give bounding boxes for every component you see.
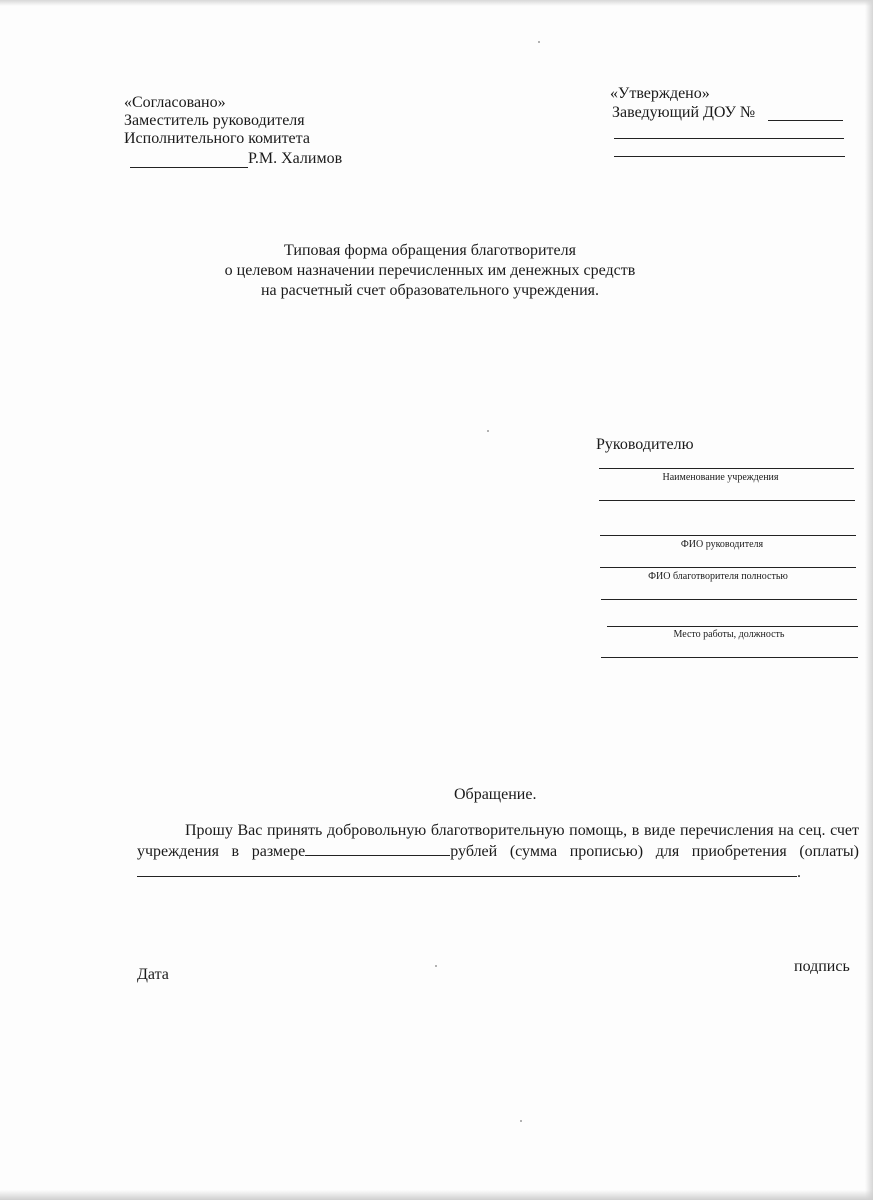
addressee-label: Руководителю [596,436,694,453]
workplace-line-2 [601,657,858,658]
scan-speck [538,41,540,43]
scan-shadow-bottom [0,1190,873,1200]
scan-shadow-top [0,0,873,6]
title-line3: на расчетный счет образовательного учреждения. [260,282,599,299]
approval-left-position-line1: Заместитель руководителя [124,112,305,129]
donor-name-line-2 [601,599,857,600]
institution-line [599,468,854,469]
appeal-heading: Обращение. [454,786,537,803]
caption-workplace: Место работы, должность [673,629,785,640]
approval-left-heading: «Согласовано» [124,94,226,111]
workplace-line [607,626,858,627]
amount-blank [305,841,450,856]
appeal-text-part1: Прошу Вас принять добровольную благотворительную помощь, в виде перечисления на сец. счет учреждения в размере [137,822,859,860]
approval-right-position: Заведующий ДОУ № [612,104,756,121]
approval-right-line [614,156,845,157]
dou-number-line [768,120,843,121]
scan-speck [487,430,489,432]
signature-label: подпись [794,958,850,975]
date-label: Дата [137,966,169,983]
head-name-line [600,535,856,536]
scan-speck [435,965,437,967]
appeal-text-part2: рублей (сумма прописью) для приобретения (оплаты) [450,843,859,860]
approval-left-signature-name: Р.М. Халимов [248,150,343,167]
approval-left-position-line2: Исполнительного комитета [124,130,310,147]
appeal-text-end: . [797,864,801,881]
caption-institution: Наименование учреждения [662,472,779,483]
title-line2: о целевом назначении перечисленных им денежных средств [224,262,636,279]
purpose-blank [137,862,797,877]
approval-right-line [614,138,844,139]
appeal-text [137,821,859,883]
approval-right-heading: «Утверждено» [610,85,710,102]
institution-line-2 [599,500,855,501]
caption-head-name: ФИО руководителя [680,539,764,550]
title-line1: Типовая форма обращения благотворителя [284,242,576,259]
donor-name-line [600,567,856,568]
scan-speck [520,1120,522,1122]
signature-line-left [130,167,248,168]
caption-donor-name: ФИО благотворителя полностью [648,571,788,582]
scan-shadow-right [865,0,873,1200]
